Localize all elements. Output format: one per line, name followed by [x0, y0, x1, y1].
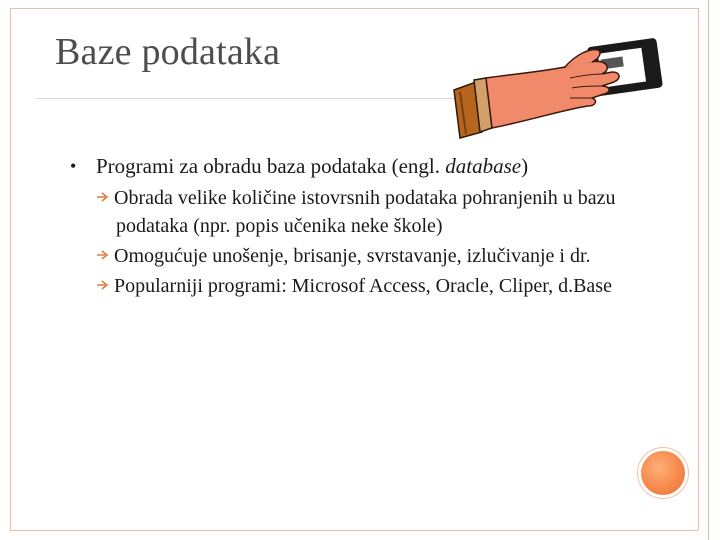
- slide-content: [70, 152, 670, 302]
- slide-title: Baze podataka: [55, 31, 281, 73]
- frame-line: [10, 8, 11, 530]
- list-item: [70, 242, 670, 270]
- frame-line: [708, 0, 709, 540]
- title-divider: [35, 98, 455, 99]
- frame-line: [10, 530, 698, 531]
- main-bullet-text-end: ): [521, 154, 529, 178]
- sub-item-text: Obrada velike količine istovrsnih podataka pohranjenih u bazu podataka (npr. popis učenika neke škole): [114, 187, 616, 237]
- orange-circle-icon: [641, 451, 685, 495]
- arrow-bullet-icon: [96, 250, 110, 260]
- frame-line: [698, 8, 699, 530]
- sub-item-text: Omogućuje unošenje, brisanje, svrstavanje, izlučivanje i dr.: [114, 245, 591, 267]
- arrow-bullet-icon: [96, 280, 110, 290]
- main-bullet-italic: database: [445, 154, 522, 178]
- hand-holding-card-icon: [452, 28, 668, 140]
- bullet-dot-icon: •: [70, 156, 77, 176]
- list-item: [70, 272, 670, 300]
- main-bullet: [70, 152, 670, 180]
- sub-bullet-list: [70, 184, 670, 300]
- frame-line: [10, 8, 698, 9]
- arrow-bullet-icon: [96, 192, 110, 202]
- main-bullet-text: Programi za obradu baza podataka (engl.: [96, 154, 446, 178]
- sub-item-text: Popularniji programi: Microsof Access, Oracle, Cliper, d.Base: [114, 275, 612, 297]
- list-item: [70, 184, 670, 240]
